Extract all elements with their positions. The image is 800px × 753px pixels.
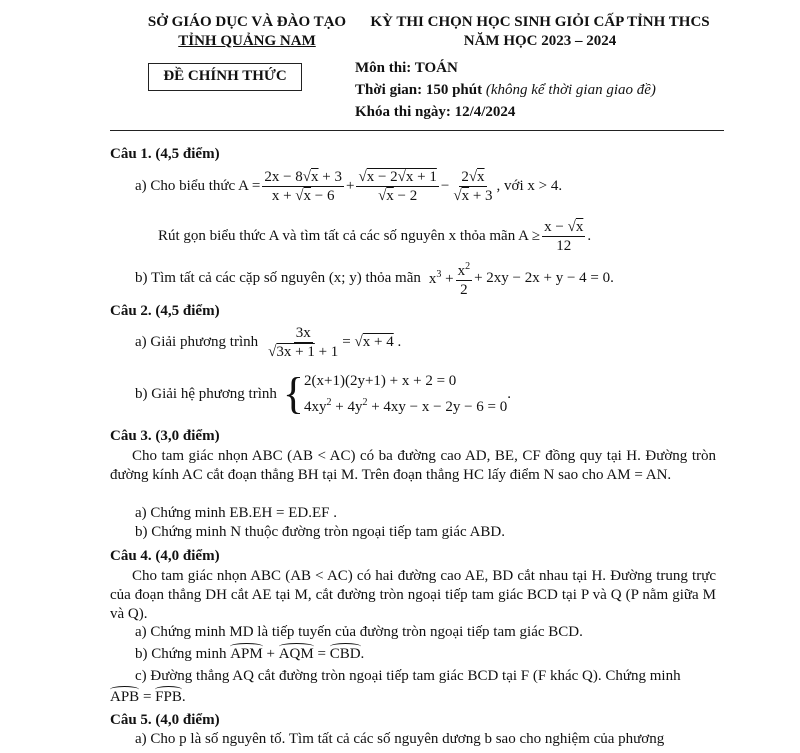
system-equations [304, 370, 507, 418]
subject: Môn thi: TOÁN [355, 60, 458, 76]
time-note: (không kể thời gian giao đề) [485, 82, 656, 98]
time-label: Thời gian: 150 phút [355, 82, 483, 98]
q1-a-line2: Rút gọn biểu thức A và tìm tất cả các số nguyên x thỏa mãn A ≥ $\frac{x - √x}{12}$ . [158, 218, 592, 254]
q3-a: a) Chứng minh EB.EH = ED.EF . [135, 505, 337, 521]
q3-title: Câu 3. (3,0 điểm) [110, 428, 220, 444]
exam-date: Khóa thi ngày: 12/4/2024 [355, 104, 516, 120]
dept-name: SỞ GIÁO DỤC VÀ ĐÀO TẠO [147, 14, 347, 30]
q1-a-intro: a) Cho biểu thức A = [135, 177, 261, 194]
q4-c-conclusion: APB = FPB. [110, 689, 186, 705]
q2-a-text: a) Giải phương trình [135, 333, 259, 350]
exam-time [355, 82, 656, 99]
system-brace: { [282, 369, 304, 418]
fraction: $\frac{x^2}{2}$ [457, 260, 471, 298]
q3-body: Cho tam giác nhọn ABC (AB < AC) có ba đường cao AD, BE, CF đồng quy tại H. Đường tròn đường kính AC cắt đoạn thẳng BH tại M. Trên đoạn thẳng HC lấy điểm N sao cho AM = AN. [110, 448, 716, 483]
q1-b-equation: + 2xy − 2x + y − 4 = 0. [474, 269, 614, 286]
exam-title: KỲ THI CHỌN HỌC SINH GIỎI CẤP TỈNH THCS [370, 14, 710, 30]
province-name: TỈNH QUẢNG NAM [178, 33, 316, 49]
q1-b-text: b) Tìm tất cả các cặp số nguyên (x; y) thỏa mãn [135, 269, 421, 286]
system-eq-1: 2(x+1)(2y+1) + x + 2 = 0 [304, 373, 457, 389]
q5-a: a) Cho p là số nguyên tố. Tìm tất cả các số nguyên dương b sao cho nghiệm của phương [135, 731, 665, 747]
arc-cbd: CBD [329, 646, 361, 662]
q1-a-line2-text: Rút gọn biểu thức A và tìm tất cả các số nguyên x thỏa mãn A ≥ [158, 227, 541, 244]
arc-fpb: FPB [155, 689, 182, 705]
q3-b: b) Chứng minh N thuộc đường tròn ngoại tiếp tam giác ABD. [135, 524, 505, 540]
q1-a-condition: , với x > 4. [496, 177, 563, 194]
q4-b: b) Chứng minh APM + AQM = CBD. [135, 646, 365, 662]
q2-a: a) Giải phương trình $\frac{3x}{√3x + 1 + 1}$ = √x + 4 . [135, 324, 402, 360]
system-eq-2-tail: + 4xy − x − 2y − 6 = 0 [371, 399, 508, 415]
fraction: $\frac{2√x}{√x + 3}$ [453, 168, 493, 204]
arc-apb: APB [110, 689, 140, 705]
school-year: NĂM HỌC 2023 – 2024 [463, 33, 617, 49]
q2-b: b) Giải hệ phương trình { 2(x+1)(2y+1) + x + 2 = 0 $4xy^2 + 4y^2 + 4xy - x - 2y - 6 = 0$ . [135, 369, 512, 418]
header-divider [110, 130, 724, 131]
q2-b-text: b) Giải hệ phương trình [135, 385, 277, 402]
q4-body: Cho tam giác nhọn ABC (AB < AC) có hai đường cao AE, BD cắt nhau tại H. Đường trung trực của đoạn thẳng DH cắt AE tại M, cắt đường tròn ngoại tiếp tam giác BCD tại P và Q (P nằm giữa M và Q). [110, 568, 716, 622]
fraction: $\frac{3x}{√3x + 1 + 1}$ [268, 324, 339, 360]
fraction: $\frac{2x - 8√x + 3}{x + √x - 6}$ [264, 168, 342, 204]
system-eq-2: $4xy^2 + 4y^2 + 4xy - x - 2y - 6 = 0$ [304, 397, 508, 415]
q4-a: a) Chứng minh MD là tiếp tuyến của đường tròn ngoại tiếp tam giác BCD. [135, 624, 583, 640]
q1-title: Câu 1. (4,5 điểm) [110, 146, 220, 162]
q4-c: c) Đường thẳng AQ cắt đường tròn ngoại tiếp tam giác BCD tại F (F khác Q). Chứng minh [135, 668, 681, 684]
q2-title: Câu 2. (4,5 điểm) [110, 303, 220, 319]
official-label: ĐỀ CHÍNH THỨC [163, 68, 287, 84]
fraction: $\frac{x - √x}{12}$ [544, 218, 584, 254]
q4-title: Câu 4. (4,0 điểm) [110, 548, 220, 564]
q1-a-expression: a) Cho biểu thức A = $\frac{2x - 8√x + 3}{x + √x - 6}$ + $\frac{√x - 2√x + 1}{√x - 2}$ − $\frac{2√x}{√x + 3}$ , với x > 4. [135, 168, 563, 204]
q1-b: b) Tìm tất cả các cặp số nguyên (x; y) thỏa mãn $x^3$ + $\frac{x^2}{2}$ + 2xy − 2x + y − 4 = 0. [135, 260, 614, 298]
q4-b-prefix: b) Chứng minh [135, 646, 227, 662]
arc-aqm: AQM [278, 646, 314, 662]
arc-apm: APM [230, 646, 263, 662]
fraction: $\frac{√x - 2√x + 1}{√x - 2}$ [358, 168, 437, 204]
q5-title: Câu 5. (4,0 điểm) [110, 712, 220, 728]
